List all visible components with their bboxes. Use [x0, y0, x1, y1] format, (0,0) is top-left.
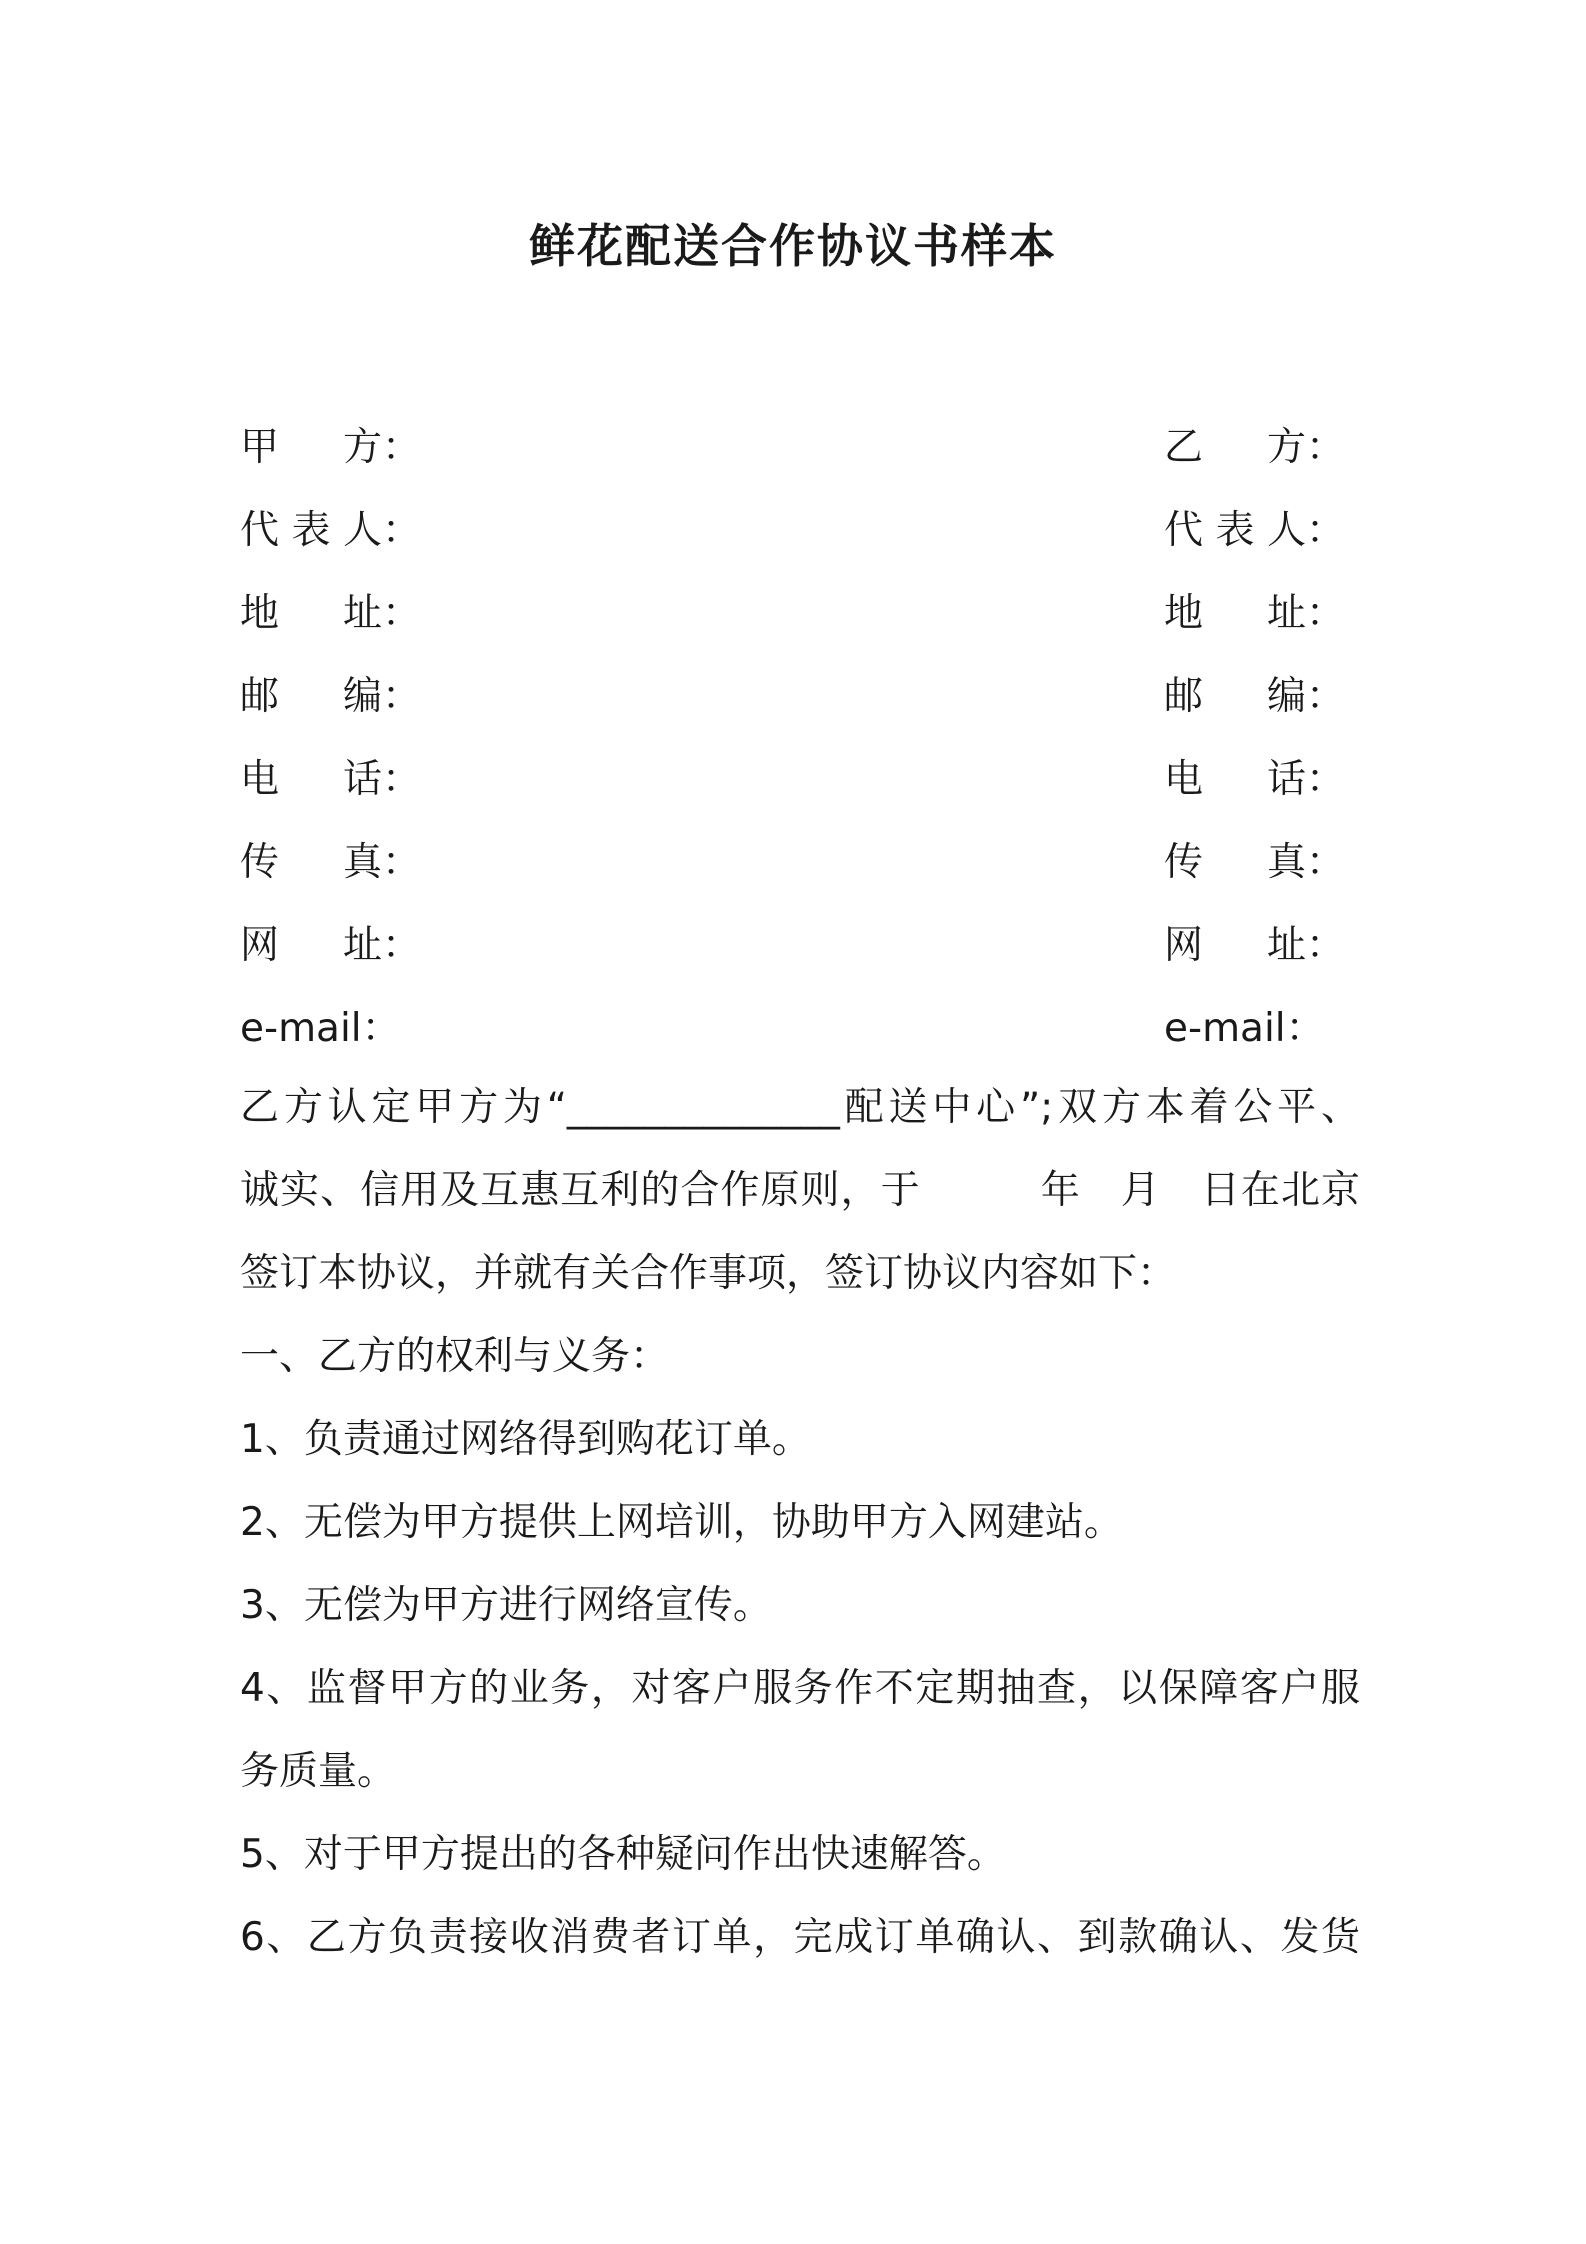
list-item: 2、无偿为甲方提供上网培训，协助甲方入网建站。 — [240, 1500, 1123, 1545]
party-b-block — [1164, 406, 1345, 1070]
party-b-field-representative — [1164, 489, 1345, 572]
party-a-label-fax: 传 真 — [240, 839, 382, 885]
paragraph-line: 乙方认定甲方为“______________配送中心”;双方本着公平、 — [240, 1085, 1360, 1130]
colon: ： — [382, 839, 422, 885]
colon: ： — [382, 507, 422, 553]
party-b-field-phone — [1164, 738, 1345, 821]
party-b-label-representative: 代表人 — [1164, 507, 1306, 553]
party-b-label-phone: 电 话 — [1164, 756, 1306, 802]
colon: ： — [1306, 673, 1346, 719]
paragraph-line: 签订本协议，并就有关合作事项，签订协议内容如下： — [240, 1251, 1177, 1296]
party-b-label-party: 乙 方 — [1164, 424, 1306, 470]
colon: ： — [382, 922, 422, 968]
agreement-body — [240, 1066, 1360, 1979]
party-b-label-website: 网 址 — [1164, 922, 1306, 968]
colon: ： — [1285, 1005, 1325, 1051]
colon: ： — [361, 1005, 401, 1051]
party-a-label-postcode: 邮 编 — [240, 673, 382, 719]
colon: ： — [382, 424, 422, 470]
colon: ： — [1306, 922, 1346, 968]
party-a-field-email — [240, 987, 421, 1070]
party-a-field-website — [240, 904, 421, 987]
party-a-field-phone — [240, 738, 421, 821]
party-b-label-email: e-mail — [1164, 1005, 1286, 1051]
list-item: 1、负责通过网络得到购花订单。 — [240, 1417, 811, 1462]
party-a-field-postcode — [240, 655, 421, 738]
section-heading: 一、乙方的权利与义务： — [240, 1334, 670, 1379]
colon: ： — [1306, 839, 1346, 885]
party-b-label-postcode: 邮 编 — [1164, 673, 1306, 719]
party-b-field-address — [1164, 572, 1345, 655]
list-item: 5、对于甲方提出的各种疑问作出快速解答。 — [240, 1832, 1006, 1877]
party-b-label-fax: 传 真 — [1164, 839, 1306, 885]
colon: ： — [382, 756, 422, 802]
party-b-field-website — [1164, 904, 1345, 987]
party-a-field-address — [240, 572, 421, 655]
party-b-field-email — [1164, 987, 1345, 1070]
party-a-label-party: 甲 方 — [240, 424, 382, 470]
party-a-field-party — [240, 406, 421, 489]
colon: ： — [1306, 507, 1346, 553]
party-a-label-phone: 电 话 — [240, 756, 382, 802]
colon: ： — [1306, 424, 1346, 470]
party-a-block — [240, 406, 421, 1070]
party-a-field-representative — [240, 489, 421, 572]
list-item-continuation: 务质量。 — [240, 1749, 397, 1794]
colon: ： — [1306, 590, 1346, 636]
party-b-field-fax — [1164, 821, 1345, 904]
party-b-label-address: 地 址 — [1164, 590, 1306, 636]
list-item: 6、乙方负责接收消费者订单，完成订单确认、到款确认、发货 — [240, 1915, 1360, 1960]
colon: ： — [1306, 756, 1346, 802]
party-a-label-email: e-mail — [240, 1005, 362, 1051]
document-title: 鲜花配送合作协议书样本 — [529, 219, 1057, 273]
colon: ： — [382, 673, 422, 719]
list-item: 4、监督甲方的业务，对客户服务作不定期抽查，以保障客户服 — [240, 1666, 1360, 1711]
party-b-field-postcode — [1164, 655, 1345, 738]
party-b-field-party — [1164, 406, 1345, 489]
party-a-field-fax — [240, 821, 421, 904]
list-item: 3、无偿为甲方进行网络宣传。 — [240, 1583, 772, 1628]
paragraph-line: 诚实、信用及互惠互利的合作原则，于 年 月 日在北京 — [240, 1168, 1360, 1213]
colon: ： — [382, 590, 422, 636]
party-a-label-representative: 代表人 — [240, 507, 382, 553]
party-a-label-address: 地 址 — [240, 590, 382, 636]
party-a-label-website: 网 址 — [240, 922, 382, 968]
